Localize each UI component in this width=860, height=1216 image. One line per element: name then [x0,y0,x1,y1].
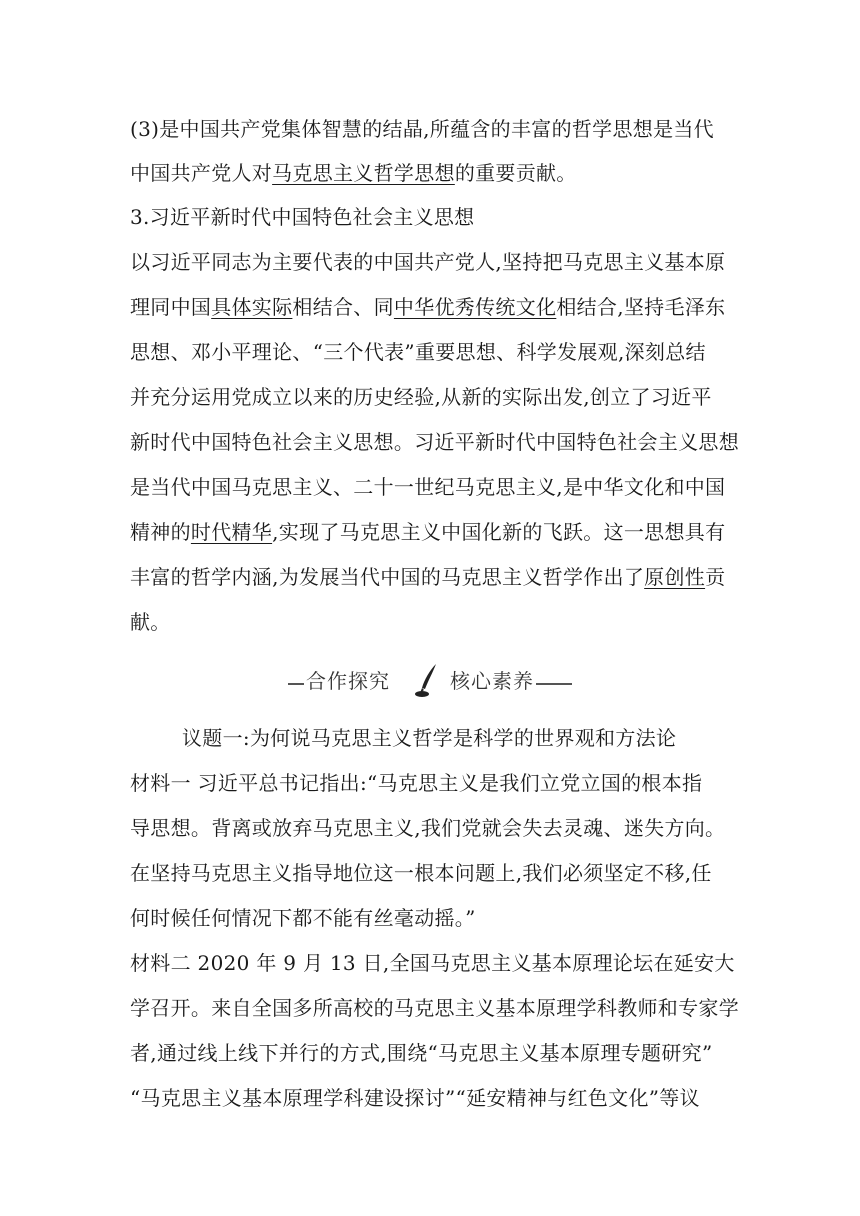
text: 精神的 [130,520,191,544]
text-line-20 [130,1040,712,1066]
text-line-5 [130,294,725,320]
text: 新时代中国特色社会主义思想。习近平新时代中国特色社会主义思想 [130,430,739,454]
text: 的重要贡献。 [454,161,577,185]
text-line-12 [130,609,171,635]
text: 中国共产党人对 [130,161,273,185]
text: 并充分运用党成立以来的历史经验,从新的实际出发,创立了习近平 [130,385,712,409]
text: “马克思主义基本原理学科建设探讨”“延安精神与红色文化”等议 [130,1086,700,1110]
text: 思想、邓小平理论、“三个代表”重要思想、科学发展观,深刻总结 [130,340,706,364]
text: 材料一 习近平总书记指出:“马克思主义是我们立党立国的根本指 [130,771,703,795]
text-line-1 [130,116,714,142]
text-line-9 [130,474,725,500]
text: 丰富的哲学内涵,为发展当代中国的马克思主义哲学作出了 [130,565,645,589]
text: 者,通过线上线下并行的方式,围绕“马克思主义基本原理专题研究” [130,1041,713,1065]
underlined-term: 中华优秀传统文化 [393,295,557,319]
underlined-term: 马克思主义哲学思想 [272,161,455,185]
text: 献。 [130,610,171,634]
text: ,实现了马克思主义中国化新的飞跃。这一思想具有 [272,520,726,544]
text-line-4 [130,249,725,275]
text: 在坚持马克思主义指导地位这一根本问题上,我们必须坚定不移,任 [130,861,712,885]
section-heading [130,204,474,230]
text: (3)是中国共产党集体智慧的结晶,所蕴含的丰富的哲学思想是当代 [130,117,714,141]
text: 何时候任何情况下都不能有丝毫动摇。” [130,906,476,930]
underlined-term: 原创性 [644,565,706,589]
text: 理同中国 [130,295,212,319]
text-line-2 [130,160,577,186]
text: 学召开。来自全国多所高校的马克思主义基本原理学科教师和专家学 [130,996,739,1020]
text-line-19 [130,995,739,1021]
text-line-10 [130,519,725,545]
text: 相结合,坚持毛泽东 [556,295,726,319]
text-line-16 [130,860,712,886]
text-line-11 [130,564,725,590]
text: 导思想。背离或放弃马克思主义,我们党就会失去灵魂、迷失方向。 [130,816,726,840]
text: 以习近平同志为主要代表的中国共产党人,坚持把马克思主义基本原 [130,250,726,274]
text-line-14 [130,770,702,796]
underlined-term: 具体实际 [211,295,293,319]
text: 相结合、同 [292,295,394,319]
text-line-6 [130,339,706,365]
text: 是当代中国马克思主义、二十一世纪马克思主义,是中华文化和中国 [130,475,726,499]
text: 材料二 2020 年 9 月 13 日,全国马克思主义基本原理论坛在延安大 [130,951,735,975]
quill-pen-icon [412,662,444,698]
text-line-7 [130,384,712,410]
underlined-term: 时代精华 [190,520,273,544]
text-line-17 [130,905,476,931]
text-line-8 [130,429,739,455]
text-line-21 [130,1085,700,1111]
banner-label-left: 合作探究 [306,669,390,693]
text: 议题一:为何说马克思主义哲学是科学的世界观和方法论 [182,726,677,750]
section-banner [288,662,572,698]
text: 3.习近平新时代中国特色社会主义思想 [130,205,475,229]
banner-label-right: 核心素养 [450,669,534,693]
text-line-15 [130,815,725,841]
text-line-18 [130,950,735,976]
topic-title [182,725,676,751]
text: 贡 [705,565,726,589]
